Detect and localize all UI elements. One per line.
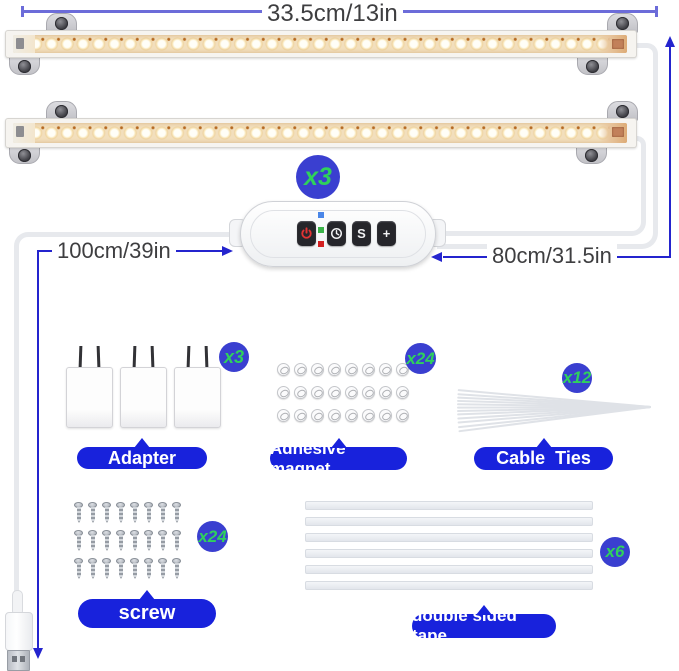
screw-group [74,502,186,580]
adhesive-magnet [328,409,341,422]
screw-item [74,502,83,524]
screw-item [102,502,111,524]
adhesive-magnet [379,409,392,422]
usb-plug-body [5,612,33,651]
led-strip [13,35,627,53]
screw-item [116,502,125,524]
screw-item [144,530,153,552]
power-button [297,221,316,246]
adhesive-magnet [294,363,307,376]
tape-strip [305,565,593,574]
tape-strip [305,581,593,590]
adhesive-magnet [311,386,324,399]
adhesive-magnet [396,386,409,399]
screw-item [102,530,111,552]
indicator-blue [318,212,324,218]
tape-strip [305,533,593,542]
usb-cable-dim-arrow-down [33,648,43,659]
adhesive-magnet [277,409,290,422]
bar-cable-dim-arrow-up [665,36,675,47]
adhesive-magnet [311,363,324,376]
adhesive-magnet [379,386,392,399]
adapter-body [66,367,113,428]
led-light-bar-1 [5,30,637,58]
light-bar-count-badge: x3 [296,155,340,199]
led-bar-end-connector [13,123,35,143]
screw-item [144,558,153,580]
indicator-green [318,227,324,233]
usb-plug-metal [7,650,30,671]
screw-count-badge: x24 [197,521,228,552]
ties-label: Cable Ties [474,447,613,470]
magnet-count-badge: x24 [405,343,436,374]
screw-label: screw [78,599,216,628]
speed-button: S [352,221,371,246]
adhesive-magnet [277,386,290,399]
usb-adapter [120,345,167,428]
bar-cable-dim-arrow-left [431,252,442,262]
adapter-count-badge: x3 [219,342,249,372]
led-bar-end-connector [13,35,35,53]
adhesive-magnet [345,409,358,422]
cable-ties-group [453,390,655,430]
tape-count-badge: x6 [600,537,630,567]
screw-item [172,502,181,524]
screw-item [172,530,181,552]
mount-bracket-screw [577,55,608,75]
usb-adapter [66,345,113,428]
screw-item [158,502,167,524]
screw-item [74,558,83,580]
tape-strip [305,517,593,526]
adapter-label: Adapter [77,447,207,469]
led-strip [13,123,627,143]
screw-item [88,530,97,552]
ties-count-badge: x12 [562,363,592,393]
bar-cable-dim-line-v [669,44,671,257]
adapter-body [120,367,167,428]
screw-item [74,530,83,552]
screw-item [102,558,111,580]
screw-item [130,530,139,552]
mount-bracket-screw [9,55,40,75]
clock-icon [330,227,343,240]
screw-item [172,558,181,580]
tape-strip [305,501,593,510]
adhesive-magnet [362,386,375,399]
adhesive-magnet [328,386,341,399]
bar-length-label: 33.5cm/13in [262,0,403,28]
screw-item [130,558,139,580]
magnet-group [277,363,411,422]
adapter-body [174,367,221,428]
screw-item [88,502,97,524]
tape-group [305,501,593,597]
bar-cable-length-label: 80cm/31.5in [487,243,617,269]
adapter-group [66,345,221,428]
adhesive-magnet [396,409,409,422]
bar1-cable [437,55,658,249]
usb-cable-length-label: 100cm/39in [52,238,176,264]
adhesive-magnet [345,363,358,376]
screw-item [88,558,97,580]
tape-strip [305,549,593,558]
adhesive-magnet [277,363,290,376]
screw-item [130,502,139,524]
screw-item [116,558,125,580]
adhesive-magnet [294,409,307,422]
adhesive-magnet [311,409,324,422]
brightness-button: + [377,221,396,246]
adhesive-magnet [362,363,375,376]
led-light-bar-2 [5,118,637,148]
screw-item [144,502,153,524]
adhesive-magnet [345,386,358,399]
usb-cable-dim-arrow-right [222,246,233,256]
tape-label: double sided tape [412,614,556,638]
led-bar-end-cap [599,35,627,53]
usb-adapter [174,345,221,428]
adhesive-magnet [328,363,341,376]
adhesive-magnet [294,386,307,399]
led-bar-end-cap [599,123,627,143]
adhesive-magnet [362,409,375,422]
magnet-label: Adhesive magnet [270,447,407,470]
indicator-red [318,241,324,247]
timer-button [327,221,346,246]
adhesive-magnet [379,363,392,376]
power-icon [300,227,313,240]
screw-item [158,530,167,552]
screw-item [116,530,125,552]
screw-item [158,558,167,580]
